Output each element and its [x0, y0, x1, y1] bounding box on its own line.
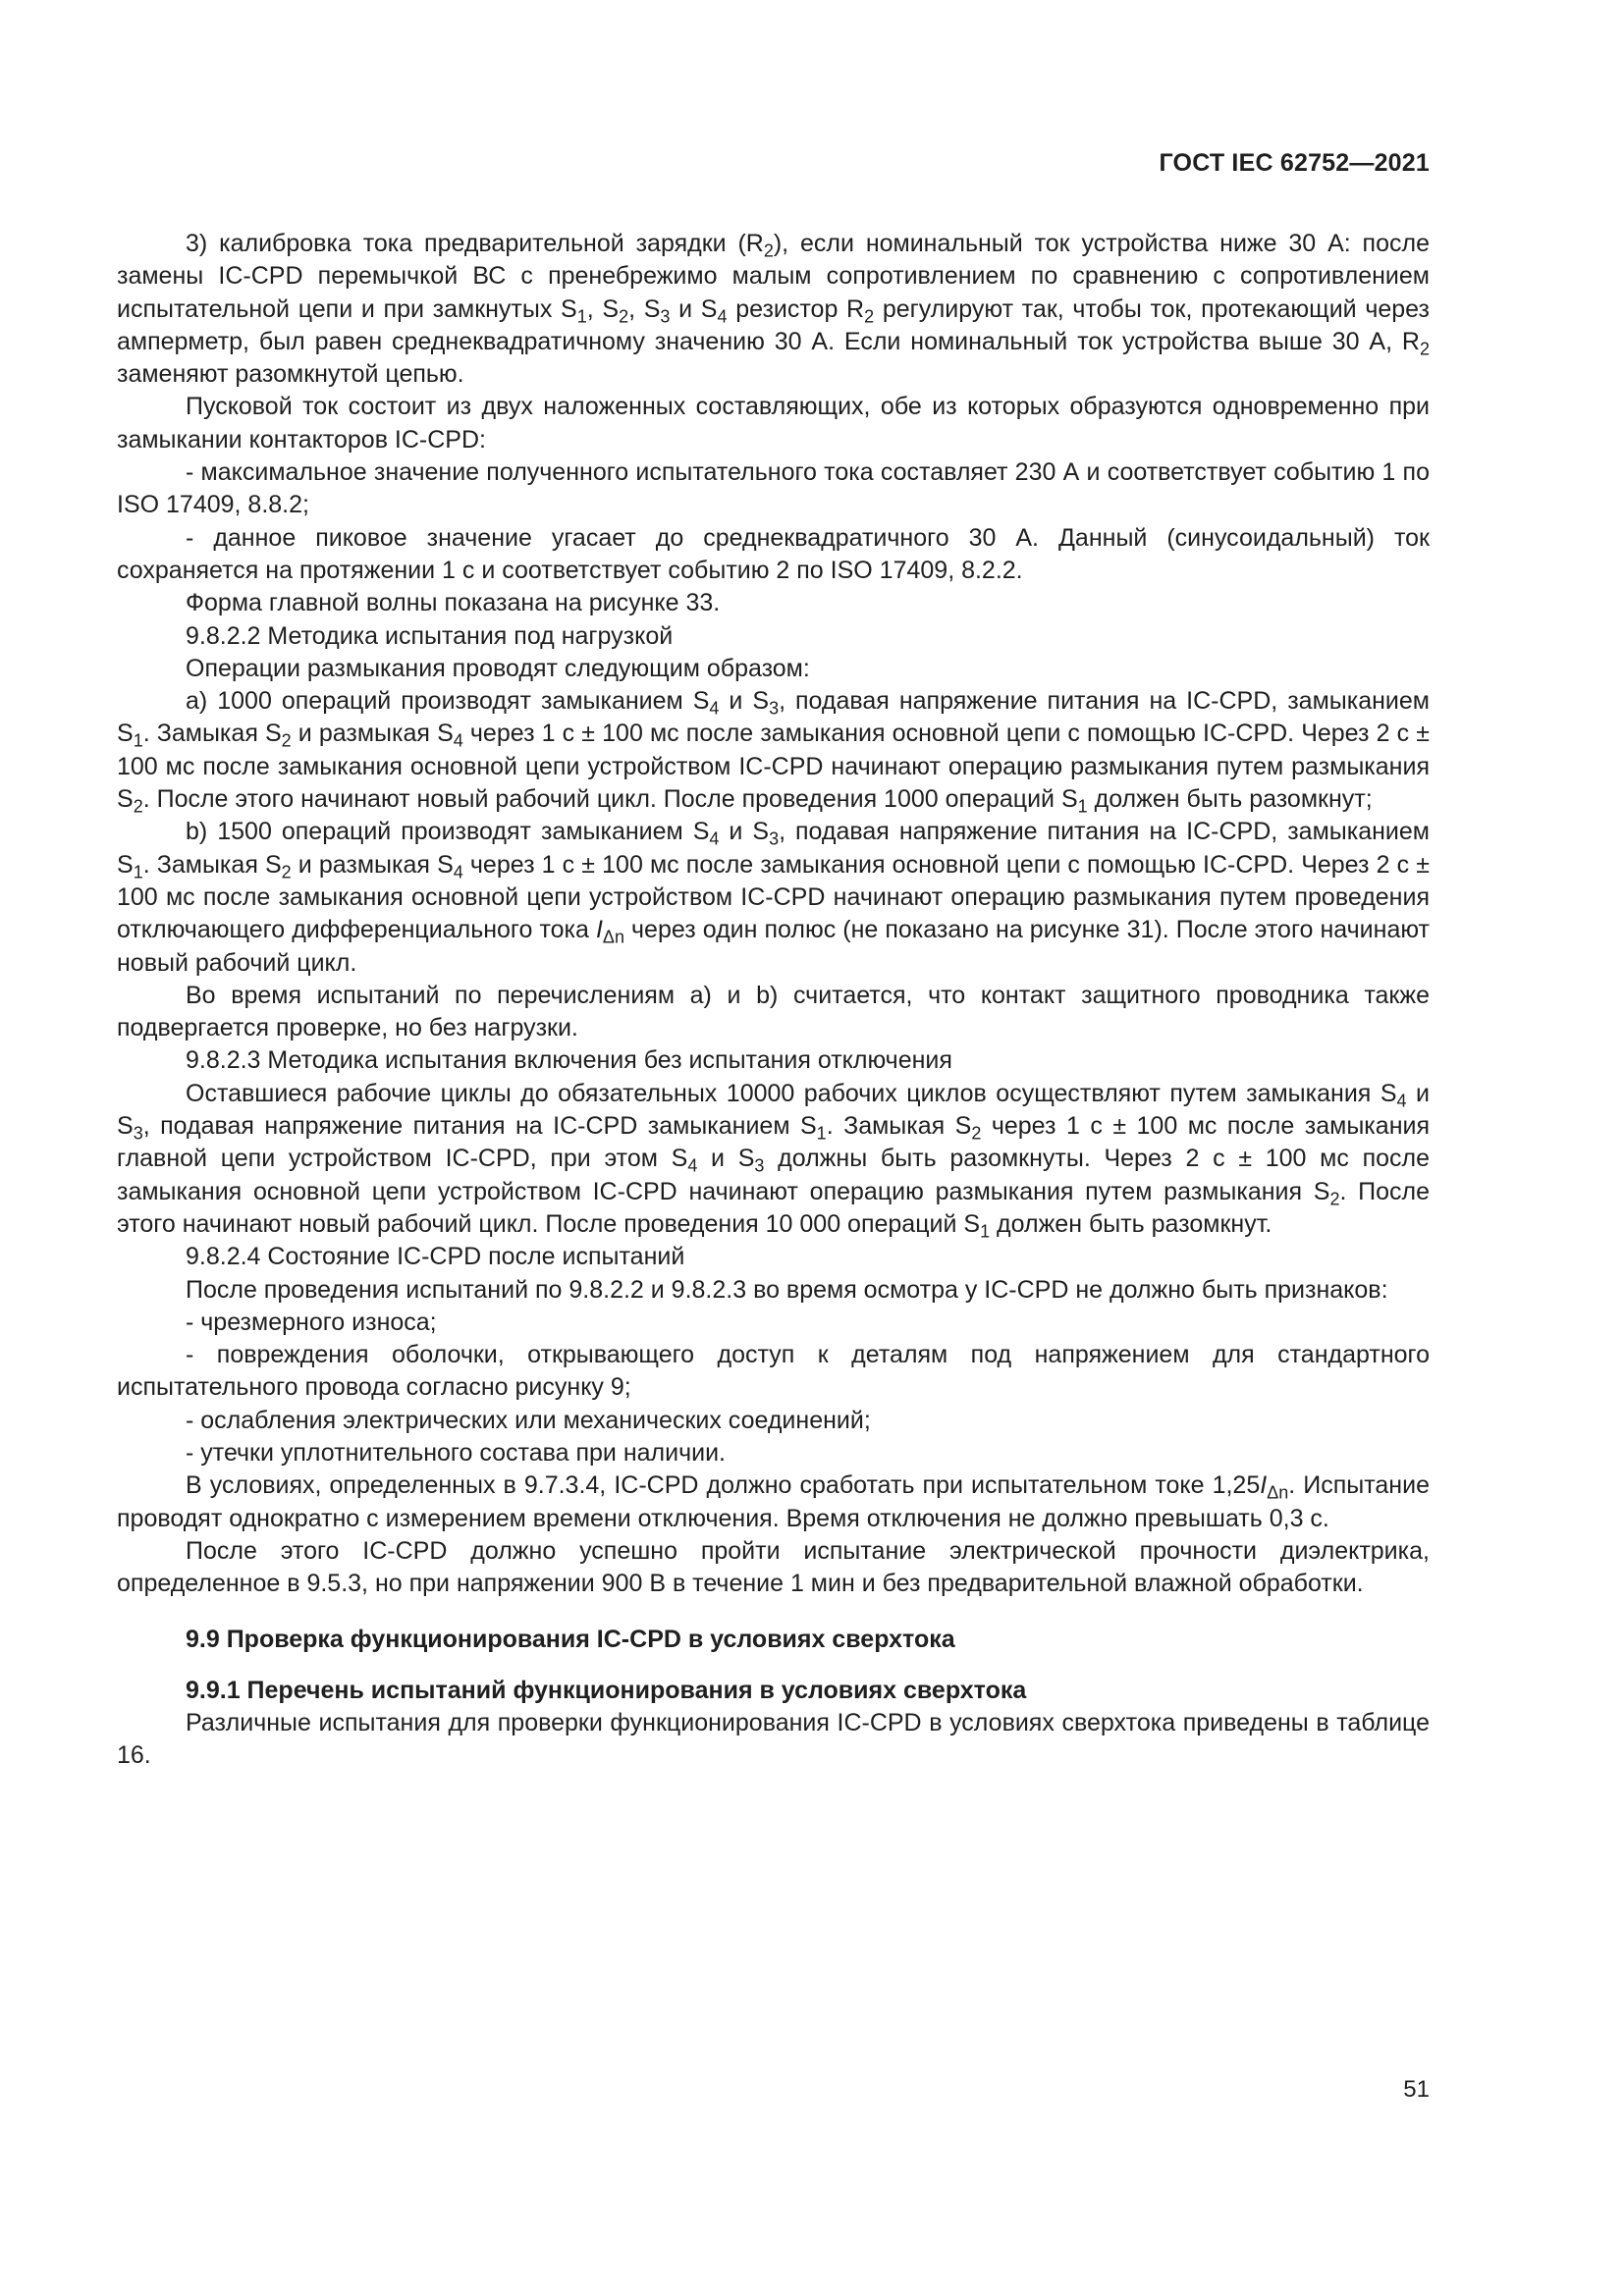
text-run: . После этого начинают новый рабочий цикл. После проведения 10 000 операций S: [117, 1177, 1430, 1238]
text-run: , подавая напряжение питания на IC-CPD, замыканием S: [117, 687, 1430, 748]
text-run: резистор R: [727, 294, 865, 323]
text-run: 2: [281, 730, 292, 751]
text-run: b) 1500 операций производят замыканием S: [186, 818, 710, 846]
text-run: 9.9 Проверка функционирования IC-CPD в условиях сверхтока: [186, 1626, 955, 1654]
text-run: 4: [717, 305, 728, 326]
body-paragraph: [117, 1469, 1430, 1535]
body-paragraph: [117, 228, 1430, 391]
text-run: и размыкая S: [291, 720, 454, 748]
text-run: 2: [619, 305, 629, 326]
text-run: 9.9.1 Перечень испытаний функционирования в условиях сверхтока: [186, 1676, 1027, 1704]
text-run: 1: [576, 305, 587, 326]
text-run: - максимальное значение полученного испытательного тока составляет 230 А и соответствует событию 1 по ISO 17409, 8.8.2;: [117, 458, 1430, 519]
text-run: 3: [133, 1123, 143, 1144]
text-run: ), если номинальный ток устройства ниже 30 А: после замены IC-CPD перемычкой ВС с пренебрежимо малым сопротивлением по сравнению с сопротивлением испытательной цепи и при замкнутых S: [117, 230, 1430, 323]
text-run: 2: [864, 305, 875, 326]
text-run: 9.8.2.2 Методика испытания под нагрузкой: [186, 621, 674, 650]
body-paragraph: [117, 685, 1430, 816]
text-run: Различные испытания для проверки функционирования IC-CPD в условиях сверхтока приведены в таблице 16.: [117, 1709, 1430, 1770]
text-run: через 1 с ± 100 мс после замыкания главной цепи устройством IC-CPD, при этом S: [117, 1112, 1430, 1173]
body-paragraph: [117, 1044, 1430, 1077]
text-run: 2: [133, 796, 143, 817]
text-run: Δn: [1267, 1482, 1289, 1503]
body-paragraph: [117, 587, 1430, 619]
text-run: и S: [670, 294, 718, 323]
text-run: 1: [1077, 796, 1088, 817]
text-run: 2: [1419, 339, 1430, 359]
body-paragraph: [117, 980, 1430, 1045]
text-run: 1: [133, 730, 143, 751]
text-run: и S: [697, 1145, 755, 1173]
text-run: . Замыкая S: [826, 1112, 972, 1141]
text-run: должны быть разомкнуты. Через 2 с ± 100 мс после замыкания основной цепи устройством IC-CPD начинают операцию размыкания путем размыкания S: [117, 1145, 1431, 1205]
text-run: Форма главной волны показана на рисунке 33.: [186, 589, 721, 617]
text-run: 2: [971, 1123, 982, 1144]
text-run: регулируют так, чтобы ток, протекающий через амперметр, был равен среднеквадратичному значению 30 А. Если номинальный ток устройства выше 30 А, R: [117, 294, 1430, 355]
page-number: 51: [1403, 2076, 1430, 2103]
body-paragraph: [117, 1535, 1430, 1601]
text-run: должен быть разомкнут;: [1087, 785, 1373, 814]
text-run: 4: [709, 828, 720, 849]
text-run: Операции размыкания проводят следующим образом:: [186, 654, 810, 682]
text-run: 1: [133, 862, 143, 882]
document-code-header: ГОСТ IEC 62752—2021: [1159, 149, 1430, 177]
text-run: а) 1000 операций производят замыканием S: [186, 687, 710, 716]
text-run: Пусковой ток состоит из двух наложенных составляющих, обе из которых образуются одновременно при замыкании контакторов IC-CPD:: [117, 393, 1430, 454]
text-run: Оставшиеся рабочие циклы до обязательных 10000 рабочих циклов осуществляют путем замыкания S: [186, 1079, 1397, 1107]
text-run: 3: [769, 828, 780, 849]
text-run: I: [1260, 1471, 1268, 1500]
text-run: и S: [117, 1079, 1430, 1141]
text-run: - данное пиковое значение угасает до среднеквадратичного 30 А. Данный (синусоидальный) ток сохраняется на протяжении 1 с и соответствует событию 2 по ISO 17409, 8.2.2.: [117, 523, 1430, 584]
body-paragraph: [117, 1707, 1430, 1773]
text-run: , S: [586, 294, 620, 323]
document-body: [117, 228, 1430, 1773]
text-run: 2: [281, 862, 292, 882]
text-run: должен быть разомкнут.: [990, 1209, 1272, 1238]
text-run: 1: [816, 1123, 827, 1144]
text-run: 9.8.2.4 Состояние IC-CPD после испытаний: [186, 1243, 685, 1271]
body-paragraph: [117, 653, 1430, 685]
text-run: - повреждения оболочки, открывающего доступ к деталям под напряжением для стандартного испытательного провода согласно рисунку 9;: [117, 1341, 1430, 1402]
text-run: , подавая напряжение питания на IC-CPD замыканием S: [142, 1112, 817, 1141]
body-paragraph: [117, 1339, 1430, 1405]
text-run: - ослабления электрических или механических соединений;: [186, 1406, 871, 1434]
body-paragraph: [117, 456, 1430, 522]
text-run: и S: [719, 687, 770, 716]
text-run: 3: [660, 305, 671, 326]
text-run: Во время испытаний по перечислениям а) и b) считается, что контакт защитного проводника также подвергается проверке, но без нагрузки.: [117, 981, 1430, 1042]
text-run: 3: [769, 698, 780, 719]
text-run: После проведения испытаний по 9.8.2.2 и 9.8.2.3 во время осмотра у IC-CPD не должно быть признаков:: [186, 1275, 1388, 1304]
text-run: - чрезмерного износа;: [186, 1308, 437, 1336]
text-run: - утечки уплотнительного состава при наличии.: [186, 1438, 726, 1467]
text-run: через 1 с ± 100 мс после замыкания основной цепи с помощью IC-CPD. Через 2 с ± 100 мс после замыкания основной цепи устройством IC-CPD начинают операцию размыкания путем размыкания S: [117, 720, 1430, 814]
text-run: После этого IC-CPD должно успешно пройти испытание электрической прочности диэлектрика, определенное в 9.5.3, но при напряжении 900 В в течение 1 мин и без предварительной влажной обработки.: [117, 1536, 1430, 1598]
text-run: и S: [719, 818, 770, 846]
body-paragraph: [117, 1437, 1430, 1469]
body-paragraph: [117, 1078, 1430, 1241]
text-run: . Замыкая S: [142, 720, 282, 748]
text-run: 2: [763, 240, 774, 261]
body-paragraph: [117, 620, 1430, 653]
text-run: через 1 с ± 100 мс после замыкания основной цепи с помощью IC-CPD. Через 2 с ± 100 мс после замыкания основной цепи устройством IC-CPD начинают операцию размыкания путем проведения отключающего дифференциального тока: [117, 850, 1430, 944]
body-paragraph: [117, 522, 1430, 588]
section-heading: [117, 1624, 1430, 1656]
text-run: В условиях, определенных в 9.7.3.4, IC-CPD должно сработать при испытательном токе 1,25: [186, 1471, 1261, 1500]
text-run: . Испытание проводят однократно с измерением времени отключения. Время отключения не должно превышать 0,3 с.: [117, 1471, 1430, 1532]
text-run: 1: [980, 1221, 991, 1242]
text-run: 3) калибровка тока предварительной зарядки (R: [186, 230, 764, 257]
text-run: , S: [628, 294, 661, 323]
text-run: 4: [687, 1155, 698, 1176]
text-run: 3: [754, 1155, 765, 1176]
body-paragraph: [117, 391, 1430, 456]
text-run: 4: [1396, 1091, 1407, 1111]
text-run: заменяют разомкнутой цепью.: [117, 360, 464, 389]
text-run: Δn: [602, 927, 624, 947]
section-heading: [117, 1675, 1430, 1707]
text-run: 4: [453, 862, 463, 882]
body-paragraph: [117, 816, 1430, 979]
text-run: , подавая напряжение питания на IC-CPD, замыканием S: [117, 818, 1430, 879]
text-run: I: [595, 916, 603, 944]
text-run: . Замыкая S: [142, 850, 282, 879]
text-run: 4: [709, 698, 720, 719]
body-paragraph: [117, 1405, 1430, 1437]
text-run: . После этого начинают новый рабочий цикл. После проведения 1000 операций S: [142, 785, 1078, 814]
text-run: 4: [453, 730, 463, 751]
text-run: 9.8.2.3 Методика испытания включения без испытания отключения: [186, 1046, 952, 1075]
text-run: 2: [1329, 1189, 1340, 1208]
text-run: через один полюс (не показано на рисунке 31). После этого начинают новый рабочий цикл.: [117, 916, 1430, 977]
body-paragraph: [117, 1307, 1430, 1339]
body-paragraph: [117, 1274, 1430, 1307]
text-run: и размыкая S: [291, 850, 454, 879]
body-paragraph: [117, 1241, 1430, 1273]
